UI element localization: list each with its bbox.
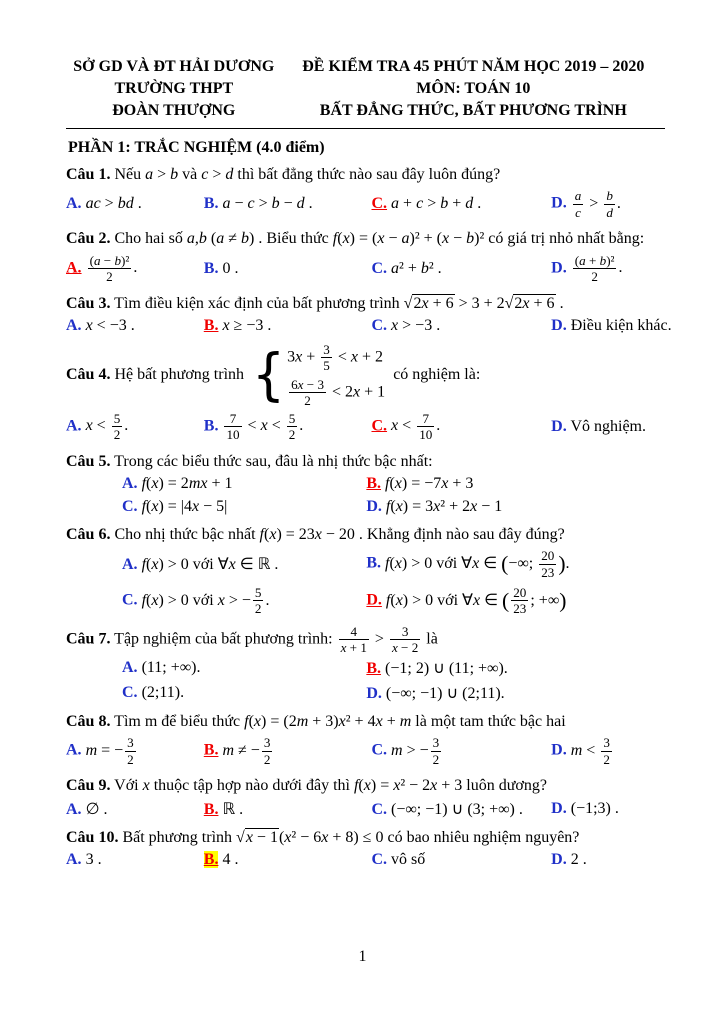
question-1-option-B-label: B. <box>203 195 219 213</box>
question-3-option-B-content: x ≥ −3 . <box>222 316 272 334</box>
question-6 <box>66 523 665 617</box>
question-2-option-B-label: B. <box>203 259 219 277</box>
question-8-option-A-content: m = − $\frac{3}{2}$ <box>85 735 134 767</box>
question-4-number: Câu 4. <box>66 365 111 383</box>
question-5-option-B-content: f(x) = −7x + 3 <box>385 474 474 492</box>
header-school-line: TRƯỜNG THPT <box>114 80 234 98</box>
question-3-option-B-label: B. <box>203 316 219 334</box>
question-5-option-B <box>366 475 665 493</box>
question-5-option-A-content: f(x) = 2mx + 1 <box>141 474 233 492</box>
question-1-option-C <box>371 195 551 213</box>
question-6-option-D <box>366 585 665 617</box>
question-3-option-C-label: C. <box>371 316 388 334</box>
question-8-option-C-label: C. <box>371 741 388 759</box>
question-3-option-B <box>204 317 372 335</box>
question-10-option-A-label: A. <box>66 851 82 869</box>
question-4 <box>66 342 665 443</box>
question-8-options <box>66 735 665 767</box>
question-1-option-B <box>204 195 372 213</box>
header-school-name-line: ĐOÀN THƯỢNG <box>112 102 236 120</box>
question-1-number: Câu 1. <box>66 166 111 184</box>
question-6-option-A-content: f(x) > 0 với ∀x ∈ ℝ . <box>141 556 279 573</box>
question-1-option-A <box>66 195 204 213</box>
question-5-option-C-content: f(x) = |4x − 5| <box>141 497 228 515</box>
question-3-option-D-content: Điều kiện khác. <box>566 316 672 334</box>
header-department-line: SỞ GD VÀ ĐT HẢI DƯƠNG <box>73 58 275 75</box>
question-3 <box>66 292 672 335</box>
question-2-option-B-content: 0 . <box>218 259 239 277</box>
question-4-option-A-content: x < $\frac{5}{2}$ . <box>85 410 129 443</box>
question-9-options <box>66 799 665 819</box>
question-1-stem: Câu 1. Nếu a > b và c > d thì bất đẳng thức nào sau đây luôn đúng? <box>66 166 501 184</box>
question-7-option-B-content: (−1; 2) ∪ (11; +∞). <box>381 659 508 677</box>
question-5-option-D <box>366 498 665 516</box>
question-10-option-B <box>204 851 372 869</box>
question-7-stem: Câu 7. Tập nghiệm của bất phương trình: $\frac{4}{x + 1}$ > $\frac{3}{x - 2}$ là <box>66 623 438 656</box>
question-8-option-B <box>204 735 372 767</box>
question-6-number: Câu 6. <box>66 525 111 543</box>
question-6-option-D-label: D. <box>366 591 382 609</box>
question-10-option-D-content: 2 . <box>566 851 587 869</box>
question-4-option-D-label: D. <box>551 417 567 435</box>
question-10-option-C-label: C. <box>371 851 388 869</box>
question-4-option-C-content: x < $\frac{7}{10}$ . <box>391 410 441 443</box>
question-8-option-D-content: m < $\frac{3}{2}$ <box>570 735 610 767</box>
question-6-option-D-content: f(x) > 0 với ∀x ∈ ( $\frac{20}{23}$ ; +∞) <box>385 584 567 617</box>
question-4-option-C-label: C. <box>371 417 388 435</box>
question-9-option-B <box>204 799 372 819</box>
question-4-option-B-label: B. <box>203 417 219 435</box>
question-7-option-A <box>122 659 366 677</box>
question-2-number: Câu 2. <box>66 230 111 248</box>
question-7-option-B <box>366 658 665 678</box>
question-2-option-C <box>371 260 551 278</box>
question-1-option-C-label: C. <box>371 195 388 213</box>
question-10-option-A-content: 3 . <box>81 851 102 869</box>
question-6-option-C-label: C. <box>122 591 138 609</box>
question-6-option-B <box>366 548 665 580</box>
question-2-option-D <box>551 253 665 285</box>
question-10-option-D <box>551 851 665 869</box>
question-3-option-D-label: D. <box>551 316 567 334</box>
question-7-option-D-label: D. <box>366 684 382 702</box>
question-3-stem: Câu 3. Tìm điều kiện xác định của bất phương trình √2x + 6 > 3 + 2√2x + 6 . <box>66 294 564 312</box>
header-exam-block <box>282 56 665 122</box>
question-3-option-D <box>551 316 672 335</box>
section-title: PHẦN 1: TRẮC NGHIỆM (4.0 điểm) <box>68 139 325 157</box>
question-2-option-A-label: A. <box>66 259 82 277</box>
question-10-stem: Câu 10. Bất phương trình √x − 1(x² − 6x + 8) ≤ 0 có bao nhiêu nghiệm nguyên? <box>66 829 580 847</box>
question-5-number: Câu 5. <box>66 452 111 470</box>
question-7-options <box>122 658 665 703</box>
question-3-option-C <box>371 317 551 335</box>
question-9-option-D-content: (−1;3) . <box>566 800 619 818</box>
question-9-option-D-label: D. <box>551 800 567 818</box>
question-9-option-C-content: (−∞; −1) ∪ (3; +∞) . <box>387 801 523 819</box>
question-10-options <box>66 851 665 869</box>
question-9-option-A <box>66 799 204 819</box>
question-2-stem: Câu 2. Cho hai số a,b (a ≠ b) . Biểu thức f(x) = (x − a)² + (x − b)² có giá trị nhỏ nhất bằng: <box>66 230 645 248</box>
header-school-block <box>66 56 282 122</box>
question-5 <box>66 450 665 516</box>
question-9-option-B-label: B. <box>203 801 219 819</box>
question-7 <box>66 624 665 703</box>
question-5-option-D-content: f(x) = 3x² + 2x − 1 <box>385 497 503 515</box>
question-4-option-B <box>204 411 372 443</box>
question-9-option-C-label: C. <box>371 801 388 819</box>
question-9-number: Câu 9. <box>66 777 111 795</box>
question-6-option-B-content: f(x) > 0 với ∀x ∈ (−∞; $\frac{20}{23}$ ). <box>385 548 570 580</box>
question-9-option-C <box>371 799 551 819</box>
question-9-stem: Câu 9. Với x thuộc tập hợp nào dưới đây thì f(x) = x² − 2x + 3 luôn dương? <box>66 777 547 795</box>
document-header <box>66 56 665 129</box>
question-2-option-D-label: D. <box>551 259 567 277</box>
question-9 <box>66 774 665 819</box>
question-1-option-D <box>551 188 665 220</box>
question-8-option-D <box>551 735 665 767</box>
question-4-option-C <box>371 411 551 443</box>
question-9-option-D <box>551 800 665 818</box>
question-8-option-A-label: A. <box>66 741 82 759</box>
question-8-option-D-label: D. <box>551 741 567 759</box>
page-number: 1 <box>358 948 367 965</box>
question-10-option-B-content: 4 . <box>218 851 239 869</box>
question-10-option-C <box>371 851 551 869</box>
question-6-option-A <box>122 554 366 574</box>
header-subject: MÔN: TOÁN 10 <box>416 80 531 98</box>
question-7-option-A-content: (11; +∞). <box>137 658 201 676</box>
question-1-option-A-content: ac > bd . <box>85 195 142 213</box>
question-4-options <box>66 411 665 443</box>
question-1-option-A-label: A. <box>66 195 82 213</box>
question-7-option-C <box>122 684 366 702</box>
question-4-option-A-label: A. <box>66 417 82 435</box>
question-8-option-C <box>371 735 551 767</box>
question-8 <box>66 710 665 767</box>
question-10-option-B-label: B. <box>203 851 219 869</box>
question-6-option-A-label: A. <box>122 556 138 573</box>
question-9-option-A-label: A. <box>66 801 82 819</box>
question-10 <box>66 826 665 869</box>
question-1 <box>66 163 665 220</box>
question-7-option-C-content: (2;11). <box>137 683 185 701</box>
header-exam-title: ĐỀ KIỂM TRA 45 PHÚT NĂM HỌC 2019 – 2020 <box>302 58 645 75</box>
header-topic: BẤT ĐẲNG THỨC, BẤT PHƯƠNG TRÌNH <box>319 102 627 120</box>
question-1-options <box>66 188 665 220</box>
question-7-option-B-label: B. <box>366 659 382 677</box>
question-1-option-D-label: D. <box>551 195 567 213</box>
question-2-option-D-content: $\frac{\text{(a + b)²}}{2}$ . <box>574 252 623 285</box>
question-2-option-B <box>204 260 372 278</box>
question-8-number: Câu 8. <box>66 712 111 730</box>
question-10-number: Câu 10. <box>66 829 119 847</box>
question-7-option-C-label: C. <box>122 683 138 701</box>
question-9-option-A-content: ∅ . <box>81 801 108 819</box>
question-5-option-D-label: D. <box>366 497 382 515</box>
question-6-options <box>122 548 665 617</box>
question-5-option-A-label: A. <box>122 474 138 492</box>
question-1-option-C-content: a + c > b + d . <box>391 195 482 213</box>
question-3-option-C-content: x > −3 . <box>391 316 441 334</box>
question-2-option-C-label: C. <box>371 259 388 277</box>
question-6-option-C <box>122 585 366 617</box>
question-9-option-B-content: ℝ . <box>218 801 244 819</box>
question-6-option-C-content: f(x) > 0 với x > − $\frac{5}{2}$ . <box>141 584 270 617</box>
question-5-option-C-label: C. <box>122 497 138 515</box>
question-3-number: Câu 3. <box>66 294 111 312</box>
question-8-option-A <box>66 735 204 767</box>
question-2-option-A <box>66 253 204 285</box>
question-5-option-A <box>122 475 366 493</box>
question-3-option-A-label: A. <box>66 316 82 334</box>
question-7-option-D <box>366 683 665 703</box>
questions-container <box>66 163 672 869</box>
question-5-options <box>122 475 665 516</box>
question-2 <box>66 227 665 284</box>
question-4-option-D-content: Vô nghiệm. <box>566 417 646 435</box>
question-6-stem: Câu 6. Cho nhị thức bậc nhất f(x) = 23x − 20 . Khẳng định nào sau đây đúng? <box>66 525 565 543</box>
question-7-option-A-label: A. <box>122 658 138 676</box>
question-4-option-D <box>551 418 665 436</box>
question-10-option-D-label: D. <box>551 851 567 869</box>
question-3-option-A <box>66 317 204 335</box>
question-8-option-C-content: m > − $\frac{3}{2}$ <box>391 735 440 767</box>
question-4-stem: Câu 4. Hệ bất phương trình { 3x + $\frac{3}{5}$ < x + 2 $\frac{6x - 3}{2}$ < 2x + 1 có nghiệm là: <box>66 341 481 409</box>
question-6-option-B-label: B. <box>366 554 382 572</box>
question-2-option-C-content: a² + b² . <box>391 259 442 277</box>
question-1-option-B-content: a − c > b − d . <box>222 195 313 213</box>
question-8-option-B-label: B. <box>203 741 219 759</box>
question-1-option-D-content: $\frac{a}{c}$ > $\frac{b}{d}$ . <box>574 188 621 220</box>
question-2-option-A-content: $\frac{\text{(a − b)²}}{2}$ . <box>89 252 138 285</box>
question-10-option-C-content: vô số <box>387 851 426 869</box>
question-4-option-A <box>66 411 204 443</box>
question-5-option-B-label: B. <box>366 474 382 492</box>
question-8-option-B-content: m ≠ − $\frac{3}{2}$ <box>222 735 271 767</box>
question-7-number: Câu 7. <box>66 630 111 648</box>
question-4-option-B-content: $\frac{7}{10}$ < x < $\frac{5}{2}$ . <box>226 410 304 443</box>
question-2-options <box>66 253 665 285</box>
question-7-option-D-content: (−∞; −1) ∪ (2;11). <box>381 684 505 702</box>
question-3-option-A-content: x < −3 . <box>85 316 135 334</box>
question-10-option-A <box>66 851 204 869</box>
question-3-options <box>66 316 672 335</box>
question-5-stem: Câu 5. Trong các biểu thức sau, đâu là nhị thức bậc nhất: <box>66 452 433 470</box>
question-8-stem: Câu 8. Tìm m để biểu thức f(x) = (2m + 3)x² + 4x + m là một tam thức bậc hai <box>66 712 566 730</box>
question-5-option-C <box>122 498 366 516</box>
